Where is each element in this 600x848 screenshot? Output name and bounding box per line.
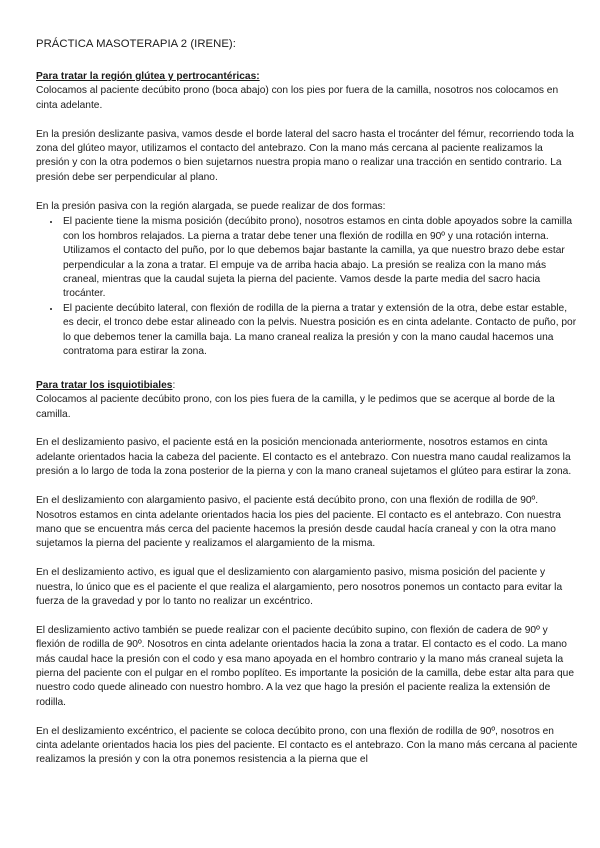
section-gluteal	[36, 70, 578, 359]
document-title: PRÁCTICA MASOTERAPIA 2 (IRENE):	[36, 38, 236, 50]
bullet-item-prone: • El paciente tiene la misma posición (decúbito prono), nosotros estamos en cinta doble apoyados sobre la camilla con los hombros relajados. La pierna a tratar debe tener una flexión de rodilla en 90º y una rotación interna. Utilizamos el contacto del puño, por lo que debemos bajar bastante la camilla, ya que nuestro brazo debe estar perpendicular a la zona a tratar. El empuje va de arriba hacia abajo. La presión se realiza con la mano más craneal, mientras que la caudal sujeta la pierna del paciente. Vamos desde la parte media del sacro hacia trocánter.	[61, 215, 578, 301]
section-heading-hamstrings: Para tratar los isquiotibiales	[36, 379, 173, 391]
paragraph-active-supine: El deslizamiento activo también se puede realizar con el paciente decúbito supino, con flexión de cadera de 90º y flexión de rodilla de 90º. Nosotros en cinta adelante orientados hacia la zona a tratar. El contacto es el codo. La mano más caudal hace la presión con el codo y esa mano apoyada en el hombro contrario y la mano más craneal sujeta la pierna del paciente con el pulgar en el rombo poplíteo. Es importante la posición de la camilla, debe estar alta para que nuestro codo quede alineado con nuestro hombro. A la vez que hago la presión el paciente realiza la extensión de rodilla.	[36, 624, 575, 708]
paragraph-gluteal-elongated-intro: En la presión pasiva con la región alargada, se puede realizar de dos formas:	[36, 200, 386, 212]
paragraph-passive-elongation: En el deslizamiento con alargamiento pasivo, el paciente está decúbito prono, con una flexión de rodilla de 90º. Nosotros estamos en cinta adelante orientados hacia los pies del paciente. El contacto es el antebrazo. Con nuestra mano que se encuentra más cerca del paciente hacemos la presión desde caudal hacía craneal y con la otra mano sujetamos la pierna del paciente y realizamos el alargamiento de la misma.	[36, 495, 561, 550]
paragraph-eccentric-sliding: En el deslizamiento excéntrico, el paciente se coloca decúbito prono, con una flexión de rodilla de 90º, nosotros en cinta adelante orientados hacia los pies del paciente. El contacto es el antebrazo. Con la mano más cercana al paciente realizamos la presión y con la otra ponemos resistencia a la pierna que el	[36, 725, 578, 766]
section-heading-row-hamstrings	[36, 379, 578, 393]
paragraph-gluteal-intro: Colocamos al paciente decúbito prono (boca abajo) con los pies por fuera de la camilla, nosotros nos colocamos en cinta adelante.	[36, 85, 559, 111]
bullet-list-gluteal	[36, 215, 578, 359]
bullet-item-lateral: • El paciente decúbito lateral, con flexión de rodilla de la pierna a tratar y extensión de la otra, debe estar estable, es decir, el tronco debe estar alineado con la pelvis. Nuestra posición es en cinta adelante. Contacto de puño, por lo que debemos tener la camilla baja. La mano craneal realiza la presión y con la mano caudal hacemos una contratoma para estirar la zona.	[61, 302, 578, 360]
paragraph-active-sliding: En el deslizamiento activo, es igual que el deslizamiento con alargamiento pasivo, misma posición del paciente y nuestra, lo único que es el paciente el que realiza el alargamiento, pero nosotros ponemos un contacto para evitar la fuerza de la gravedad y por lo tanto no realizar un excéntrico.	[36, 567, 563, 607]
section-hamstrings	[36, 379, 578, 768]
section-heading-gluteal: Para tratar la región glútea y pertrocantéricas:	[36, 71, 260, 82]
section-heading-colon: :	[172, 379, 176, 391]
paragraph-gluteal-sliding-pressure: En la presión deslizante pasiva, vamos desde el borde lateral del sacro hasta el trocánter del fémur, recorriendo toda la zona del glúteo mayor, utilizamos el contacto del antebrazo. Con la mano más cercana al paciente realizamos la presión y con la otra podemos o bien sujetarnos nuestra propia mano o realizar una tracción en sentido contrario. La presión debe ser perpendicular al plano.	[36, 128, 574, 183]
paragraph-hamstrings-intro: Colocamos al paciente decúbito prono, con los pies fuera de la camilla, y le pedimos que se acerque al borde de la camilla.	[36, 394, 555, 420]
paragraph-passive-sliding: En el deslizamiento pasivo, el paciente está en la posición mencionada anteriormente, nosotros estamos en cinta adelante orientados hacia la cabeza del paciente. El contacto es el antebrazo. Con nuestra mano caudal realizamos la presión a lo largo de toda la zona posterior de la pierna y con la mano craneal sujetamos el glúteo para estirar la zona.	[36, 437, 572, 478]
